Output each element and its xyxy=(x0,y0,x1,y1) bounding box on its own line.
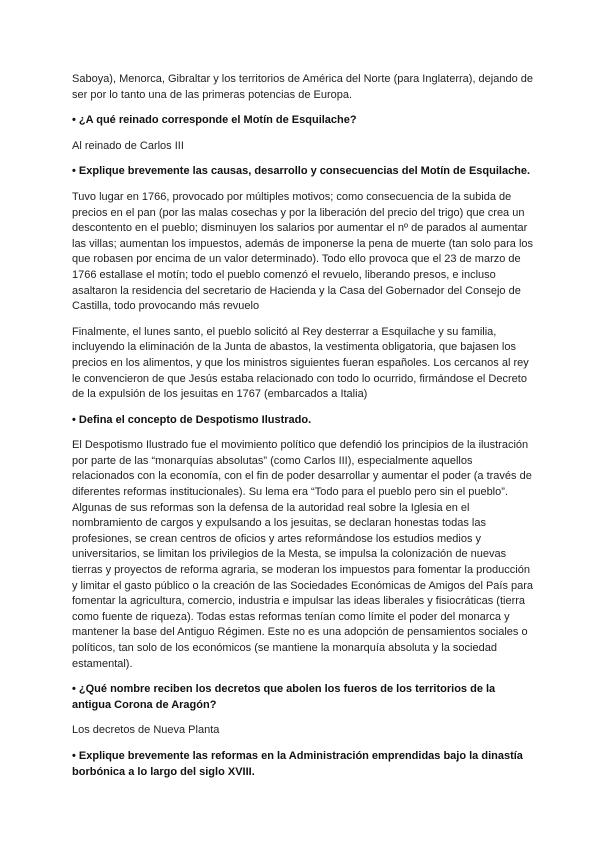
answer-esquilache-causes-1: Tuvo lugar en 1766, provocado por múltiples motivos; como consecuencia de la subida de precios en el pan (por las malas cosechas y por la liberación del precio del trigo) que crea un descontento en el pueblo; disminuyen los salarios por aumentar el nº de parados al aumentar las villas; aumentan los impuestos, además de imponerse la pena de muerte (tan solo para los que robasen por encima de un valor determinado). Todo ello provoca que el 23 de marzo de 1766 estallase el motín; todo el pueblo comenzó el revuelo, liberando presos, e incluso asaltaron la residencia del secretario de Hacienda y la Casa del Gobernador del Consejo de Castilla, todo provocando más revuelo xyxy=(72,190,534,313)
answer-esquilache-reign: Al reinado de Carlos III xyxy=(72,139,184,152)
answer-despotismo: El Despotismo Ilustrado fue el movimiento político que defendió los principios de la ilustración por parte de las “monarquías absolutas” (como Carlos III), especialmente aquellos relacionados con la economía, con el fin de poder desarrollar y aumentar el poder (a través de diferentes reformas institucionales). Su lema era “Todo para el pueblo pero sin el pueblo”. Algunas de sus reformas son la defensa de la autoridad real sobre la Iglesia en el nombramiento de cargos y expulsando a los jesuitas, se declaran honestas todas las profesiones, se crean centros de oficios y artes reformándose los estudios medios y universitarios, se limitan los privilegios de la Mesta, se impulsa la colonización de nuevas tierras y proyectos de reforma agraria, se moderan los impuestos para fomentar la producción y limitar el gasto público o la creación de las Sociedades Económicas de Amigos del País para fomentar la agricultura, comercio, industria e impulsar las ideas liberales y fisiocráticas (tierra como fuente de riqueza). Todas estas reformas tenían como límite el poder del monarca y mantener la base del Antiguo Régimen. Este no es una adopción de pensamientos sociales o políticos, tan solo de los económicos (se mantiene la monarquía absoluta y la sociedad estamental). xyxy=(72,439,534,670)
question-despotismo: • Defina el concepto de Despotismo Ilustrado. xyxy=(72,413,312,426)
intro-paragraph: Saboya), Menorca, Gibraltar y los territorios de América del Norte (para Inglaterra), dejando de ser por lo tanto una de las primeras potencias de Europa. xyxy=(72,73,533,101)
question-reformas-borbonicas: • Explique brevemente las reformas en la Administración emprendidas bajo la dinastía borbónica a lo largo del siglo XVIII. xyxy=(72,749,523,778)
question-decretos: • ¿Qué nombre reciben los decretos que abolen los fueros de los territorios de la antigua Corona de Aragón? xyxy=(72,683,496,711)
question-esquilache-causes: • Explique brevemente las causas, desarrollo y consecuencias del Motín de Esquilache. xyxy=(72,165,531,178)
document-page xyxy=(72,72,534,780)
question-esquilache-reign: • ¿A qué reinado corresponde el Motín de Esquilache? xyxy=(72,114,357,127)
answer-decretos: Los decretos de Nueva Planta xyxy=(72,724,220,737)
answer-esquilache-causes-2: Finalmente, el lunes santo, el pueblo solicitó al Rey desterrar a Esquilache y su familia, incluyendo la eliminación de la Junta de abastos, la vestimenta obligatoria, que bajasen los precios en los alimentos, y que los ministros siguientes fueran españoles. Los cercanos al rey le convencieron de que Jesús estaba relacionado con todo lo ocurrido, firmándose el Decreto de la expulsión de los jesuitas en 1767 (embarcados a Italia) xyxy=(72,325,529,401)
